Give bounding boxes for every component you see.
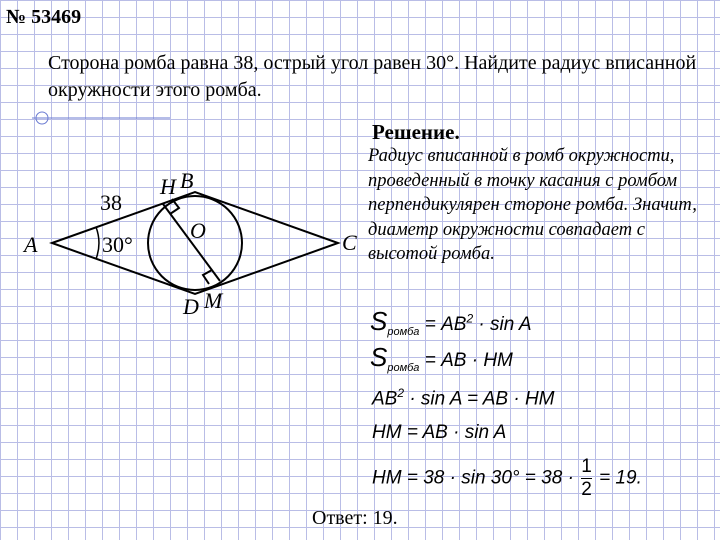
label-d: D (183, 294, 199, 319)
label-angle-30: 30° (102, 232, 133, 257)
label-m: M (204, 288, 223, 313)
label-side-38: 38 (100, 190, 122, 215)
problem-statement: Сторона ромба равна 38, острый угол равен 30°. Найдите радиус вписанной окружности этого ромба. (48, 52, 697, 101)
formula-hm: HM = AB · sin A (372, 422, 507, 443)
solution-text: Радиус вписанной в ромб окружности, проведенный в точку касания с ромбом перпендикулярен стороне ромба. Значит, диаметр окружности совпадает с высотой ромба. (368, 146, 697, 264)
label-c: C (342, 230, 357, 255)
right-angle-m (203, 270, 212, 284)
angle-arc-a (96, 227, 99, 259)
label-h: H (160, 174, 176, 199)
formula-area-height: $S_{ромба}$ = AB · HM (370, 342, 513, 374)
label-b: B (180, 168, 194, 193)
problem-number: № 53469 (6, 6, 82, 28)
formula-equality: $AB^2 \cdot \sin A$ = AB · HM (372, 386, 555, 410)
label-o: O (190, 218, 206, 243)
formula-area-sin: $S_{ромба} = AB^2 \cdot \sin A$ (370, 306, 532, 338)
inscribed-circle (148, 196, 242, 290)
solution-heading: Решение. (372, 120, 460, 144)
label-a: A (24, 232, 38, 257)
rhombus-figure (0, 110, 360, 320)
fraction-one-half: $\frac{1}{2}$ (581, 456, 592, 500)
rhombus (52, 192, 338, 294)
answer: Ответ: 19. (312, 507, 398, 529)
formula-result: HM = 38 · sin 30° = 38 · $\frac{1}{2}$ = 19. (372, 456, 642, 500)
